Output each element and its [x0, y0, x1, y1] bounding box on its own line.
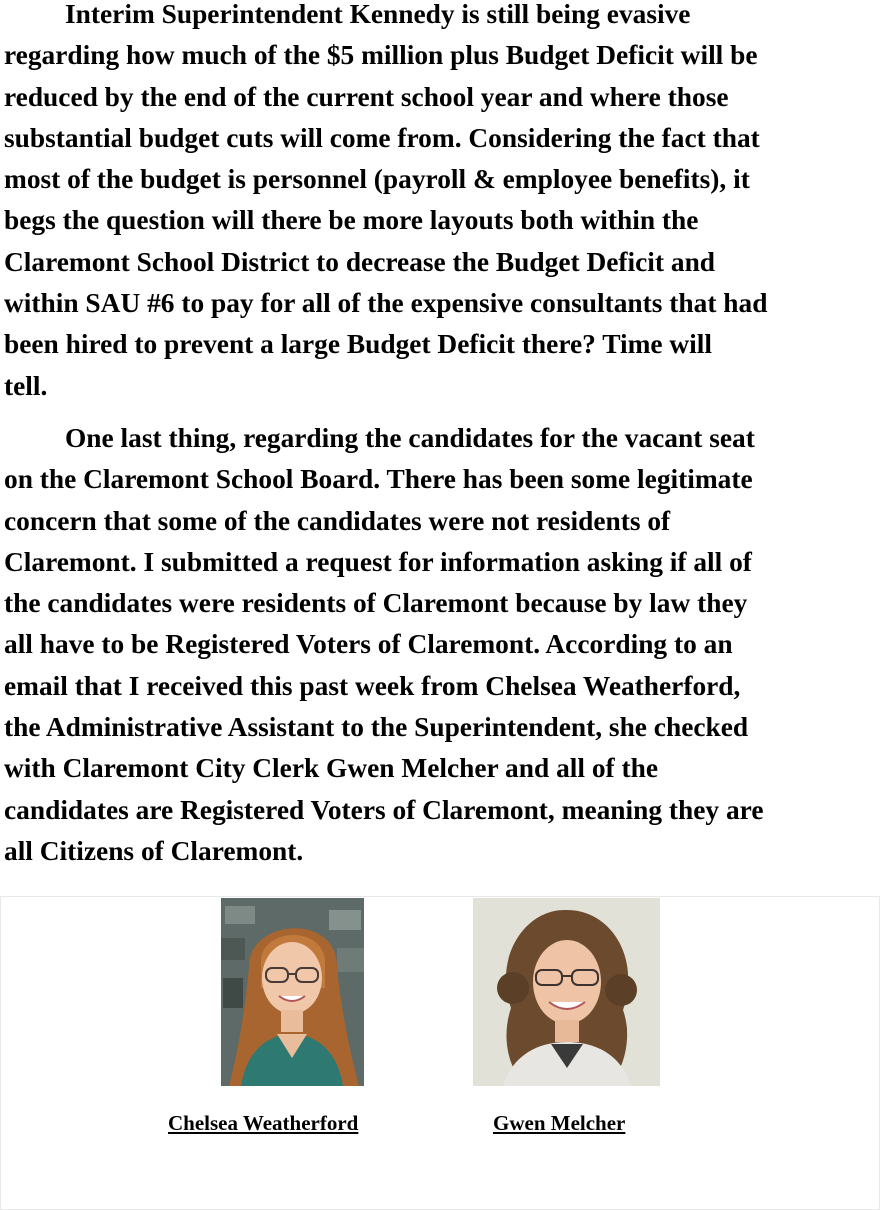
paragraph-line: reduced by the end of the current school year and where those — [4, 81, 729, 112]
paragraph-line: all have to be Registered Voters of Claremont. According to an — [4, 629, 733, 660]
paragraph-line: One last thing, regarding the candidates for the vacant seat — [65, 423, 755, 453]
paragraph-candidates — [4, 418, 878, 872]
paragraph-line: been hired to prevent a large Budget Deficit there? Time will — [4, 329, 713, 360]
paragraph-line: all Citizens of Claremont. — [4, 835, 304, 866]
paragraph-line: email that I received this past week from Chelsea Weatherford, — [4, 670, 741, 701]
paragraph-line: most of the budget is personnel (payroll & employee benefits), it — [4, 164, 750, 195]
portrait-photo-chelsea-weatherford — [221, 898, 364, 1086]
photo-caption: Gwen Melcher — [493, 1111, 626, 1135]
photo-panel — [0, 896, 880, 1210]
paragraph-line: tell. — [4, 370, 48, 401]
paragraph-line: the candidates were residents of Claremont because by law they — [4, 588, 748, 619]
paragraph-line: within SAU #6 to pay for all of the expensive consultants that had — [4, 288, 768, 319]
paragraph-line: Interim Superintendent Kennedy is still being evasive — [65, 0, 691, 29]
portrait-photo-icon — [221, 898, 364, 1086]
paragraph-line: concern that some of the candidates were not residents of — [4, 505, 671, 536]
paragraph-line: on the Claremont School Board. There has been some legitimate — [4, 464, 753, 495]
paragraph-line: Claremont School District to decrease the Budget Deficit and — [4, 246, 716, 277]
photo-caption: Chelsea Weatherford — [168, 1111, 359, 1135]
paragraph-line: substantial budget cuts will come from. Considering the fact that — [4, 122, 760, 153]
paragraph-line: begs the question will there be more layouts both within the — [4, 205, 699, 236]
paragraph-budget-deficit — [4, 0, 878, 407]
paragraph-line: candidates are Registered Voters of Claremont, meaning they are — [4, 794, 764, 825]
paragraph-line: the Administrative Assistant to the Superintendent, she checked — [4, 712, 749, 743]
paragraph-line: Claremont. I submitted a request for information asking if all of — [4, 546, 752, 577]
portrait-photo-gwen-melcher — [473, 898, 660, 1086]
paragraph-line: with Claremont City Clerk Gwen Melcher and all of the — [4, 753, 659, 784]
paragraph-line: regarding how much of the $5 million plus Budget Deficit will be — [4, 40, 758, 71]
portrait-photo-icon — [473, 898, 660, 1086]
